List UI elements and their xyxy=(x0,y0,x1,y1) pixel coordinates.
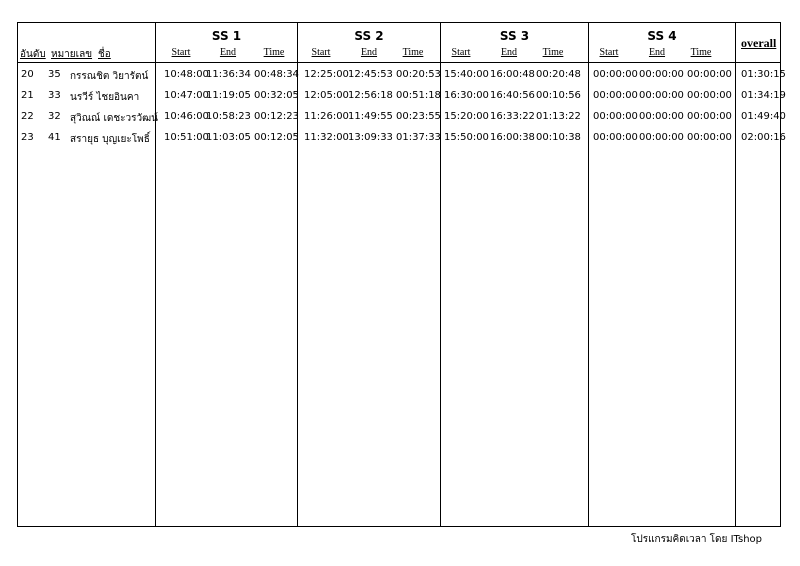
ss1-header: SS 1 xyxy=(211,29,242,43)
row-name: กรรณชิต วิยารัตน์ xyxy=(70,71,149,82)
overall-header: overall xyxy=(741,36,777,50)
row-overall: 01:34:19 xyxy=(741,90,786,101)
row-ss4-start: 00:00:00 xyxy=(593,90,638,101)
row-ss2-end: 12:45:53 xyxy=(348,69,393,80)
row-ss4-time: 00:00:00 xyxy=(687,132,732,143)
row-ss1-start: 10:48:00 xyxy=(164,69,209,80)
ss2-end-header: End xyxy=(360,47,378,58)
ss3-header: SS 3 xyxy=(499,29,530,43)
rank-header: อันดับ xyxy=(20,49,46,60)
header-divider xyxy=(18,62,780,63)
row-ss2-start: 12:05:00 xyxy=(304,90,349,101)
row-rank: 23 xyxy=(21,132,34,143)
ss2-time-header: Time xyxy=(402,47,424,58)
row-ss4-end: 00:00:00 xyxy=(639,111,684,122)
ss1-start-header: Start xyxy=(171,47,191,58)
row-ss2-end: 13:09:33 xyxy=(348,132,393,143)
row-ss1-start: 10:51:00 xyxy=(164,132,209,143)
ss4-header: SS 4 xyxy=(647,29,677,43)
row-ss4-start: 00:00:00 xyxy=(593,111,638,122)
row-rank: 21 xyxy=(21,90,34,101)
row-ss3-time: 00:20:48 xyxy=(536,69,581,80)
row-ss3-start: 15:20:00 xyxy=(444,111,489,122)
row-ss3-start: 15:40:00 xyxy=(444,69,489,80)
row-number: 33 xyxy=(48,90,61,101)
row-ss2-time: 00:20:53 xyxy=(396,69,441,80)
row-ss2-end: 12:56:18 xyxy=(348,90,393,101)
ss3-time-header: Time xyxy=(542,47,564,58)
row-ss3-time: 00:10:56 xyxy=(536,90,581,101)
row-ss1-time: 00:12:05 xyxy=(254,132,299,143)
row-ss4-end: 00:00:00 xyxy=(639,132,684,143)
ss2-start-header: Start xyxy=(311,47,331,58)
row-number: 41 xyxy=(48,132,61,143)
row-ss1-time: 00:48:34 xyxy=(254,69,299,80)
row-ss4-time: 00:00:00 xyxy=(687,69,732,80)
row-ss1-end: 11:36:34 xyxy=(206,69,251,80)
ss2-header: SS 2 xyxy=(354,29,384,43)
results-sheet xyxy=(17,22,786,527)
row-ss2-start: 11:32:00 xyxy=(304,132,349,143)
row-ss4-time: 00:00:00 xyxy=(687,90,732,101)
row-name: สรายุธ บุญเยะโพธิ์ xyxy=(70,134,150,145)
row-ss3-end: 16:00:48 xyxy=(490,69,535,80)
ss4-time-header: Time xyxy=(690,47,712,58)
ss4-start-header: Start xyxy=(599,47,619,58)
row-overall: 02:00:16 xyxy=(741,132,786,143)
ss3-end-header: End xyxy=(500,47,518,58)
row-number: 35 xyxy=(48,69,61,80)
row-ss2-start: 12:25:00 xyxy=(304,69,349,80)
row-ss3-start: 16:30:00 xyxy=(444,90,489,101)
row-name: สุวิณณ์ เดชะวรวัฒน์ xyxy=(70,113,158,124)
row-ss2-time: 00:51:18 xyxy=(396,90,441,101)
row-overall: 01:49:40 xyxy=(741,111,786,122)
row-ss2-start: 11:26:00 xyxy=(304,111,349,122)
row-rank: 20 xyxy=(21,69,34,80)
divider-ss3 xyxy=(588,23,589,526)
row-ss1-time: 00:32:05 xyxy=(254,90,299,101)
ss1-time-header: Time xyxy=(263,47,285,58)
row-ss3-end: 16:40:56 xyxy=(490,90,535,101)
row-ss1-end: 10:58:23 xyxy=(206,111,251,122)
row-ss4-start: 00:00:00 xyxy=(593,132,638,143)
row-number: 32 xyxy=(48,111,61,122)
row-ss2-time: 00:23:55 xyxy=(396,111,441,122)
ss1-end-header: End xyxy=(219,47,237,58)
ss4-end-header: End xyxy=(648,47,666,58)
row-ss4-end: 00:00:00 xyxy=(639,90,684,101)
divider-left-block xyxy=(155,23,156,526)
row-ss3-time: 00:10:38 xyxy=(536,132,581,143)
row-ss1-time: 00:12:23 xyxy=(254,111,299,122)
row-ss1-start: 10:46:00 xyxy=(164,111,209,122)
name-header: ชื่อ xyxy=(98,49,111,60)
row-ss1-start: 10:47:00 xyxy=(164,90,209,101)
row-ss2-time: 01:37:33 xyxy=(396,132,441,143)
row-ss2-end: 11:49:55 xyxy=(348,111,393,122)
row-ss3-end: 16:33:22 xyxy=(490,111,535,122)
row-overall: 01:30:15 xyxy=(741,69,786,80)
row-ss4-start: 00:00:00 xyxy=(593,69,638,80)
row-ss1-end: 11:19:05 xyxy=(206,90,251,101)
row-ss3-time: 01:13:22 xyxy=(536,111,581,122)
row-ss3-end: 16:00:38 xyxy=(490,132,535,143)
row-ss4-end: 00:00:00 xyxy=(639,69,684,80)
number-header: หมายเลข xyxy=(51,49,93,60)
row-ss1-end: 11:03:05 xyxy=(206,132,251,143)
footer-credit: โปรแกรมคิดเวลา โดย ITshop xyxy=(630,534,762,545)
row-rank: 22 xyxy=(21,111,34,122)
row-name: นรวีร์ ไชยอินคา xyxy=(70,92,140,103)
row-ss3-start: 15:50:00 xyxy=(444,132,489,143)
divider-ss4 xyxy=(735,23,736,526)
row-ss4-time: 00:00:00 xyxy=(687,111,732,122)
ss3-start-header: Start xyxy=(451,47,471,58)
